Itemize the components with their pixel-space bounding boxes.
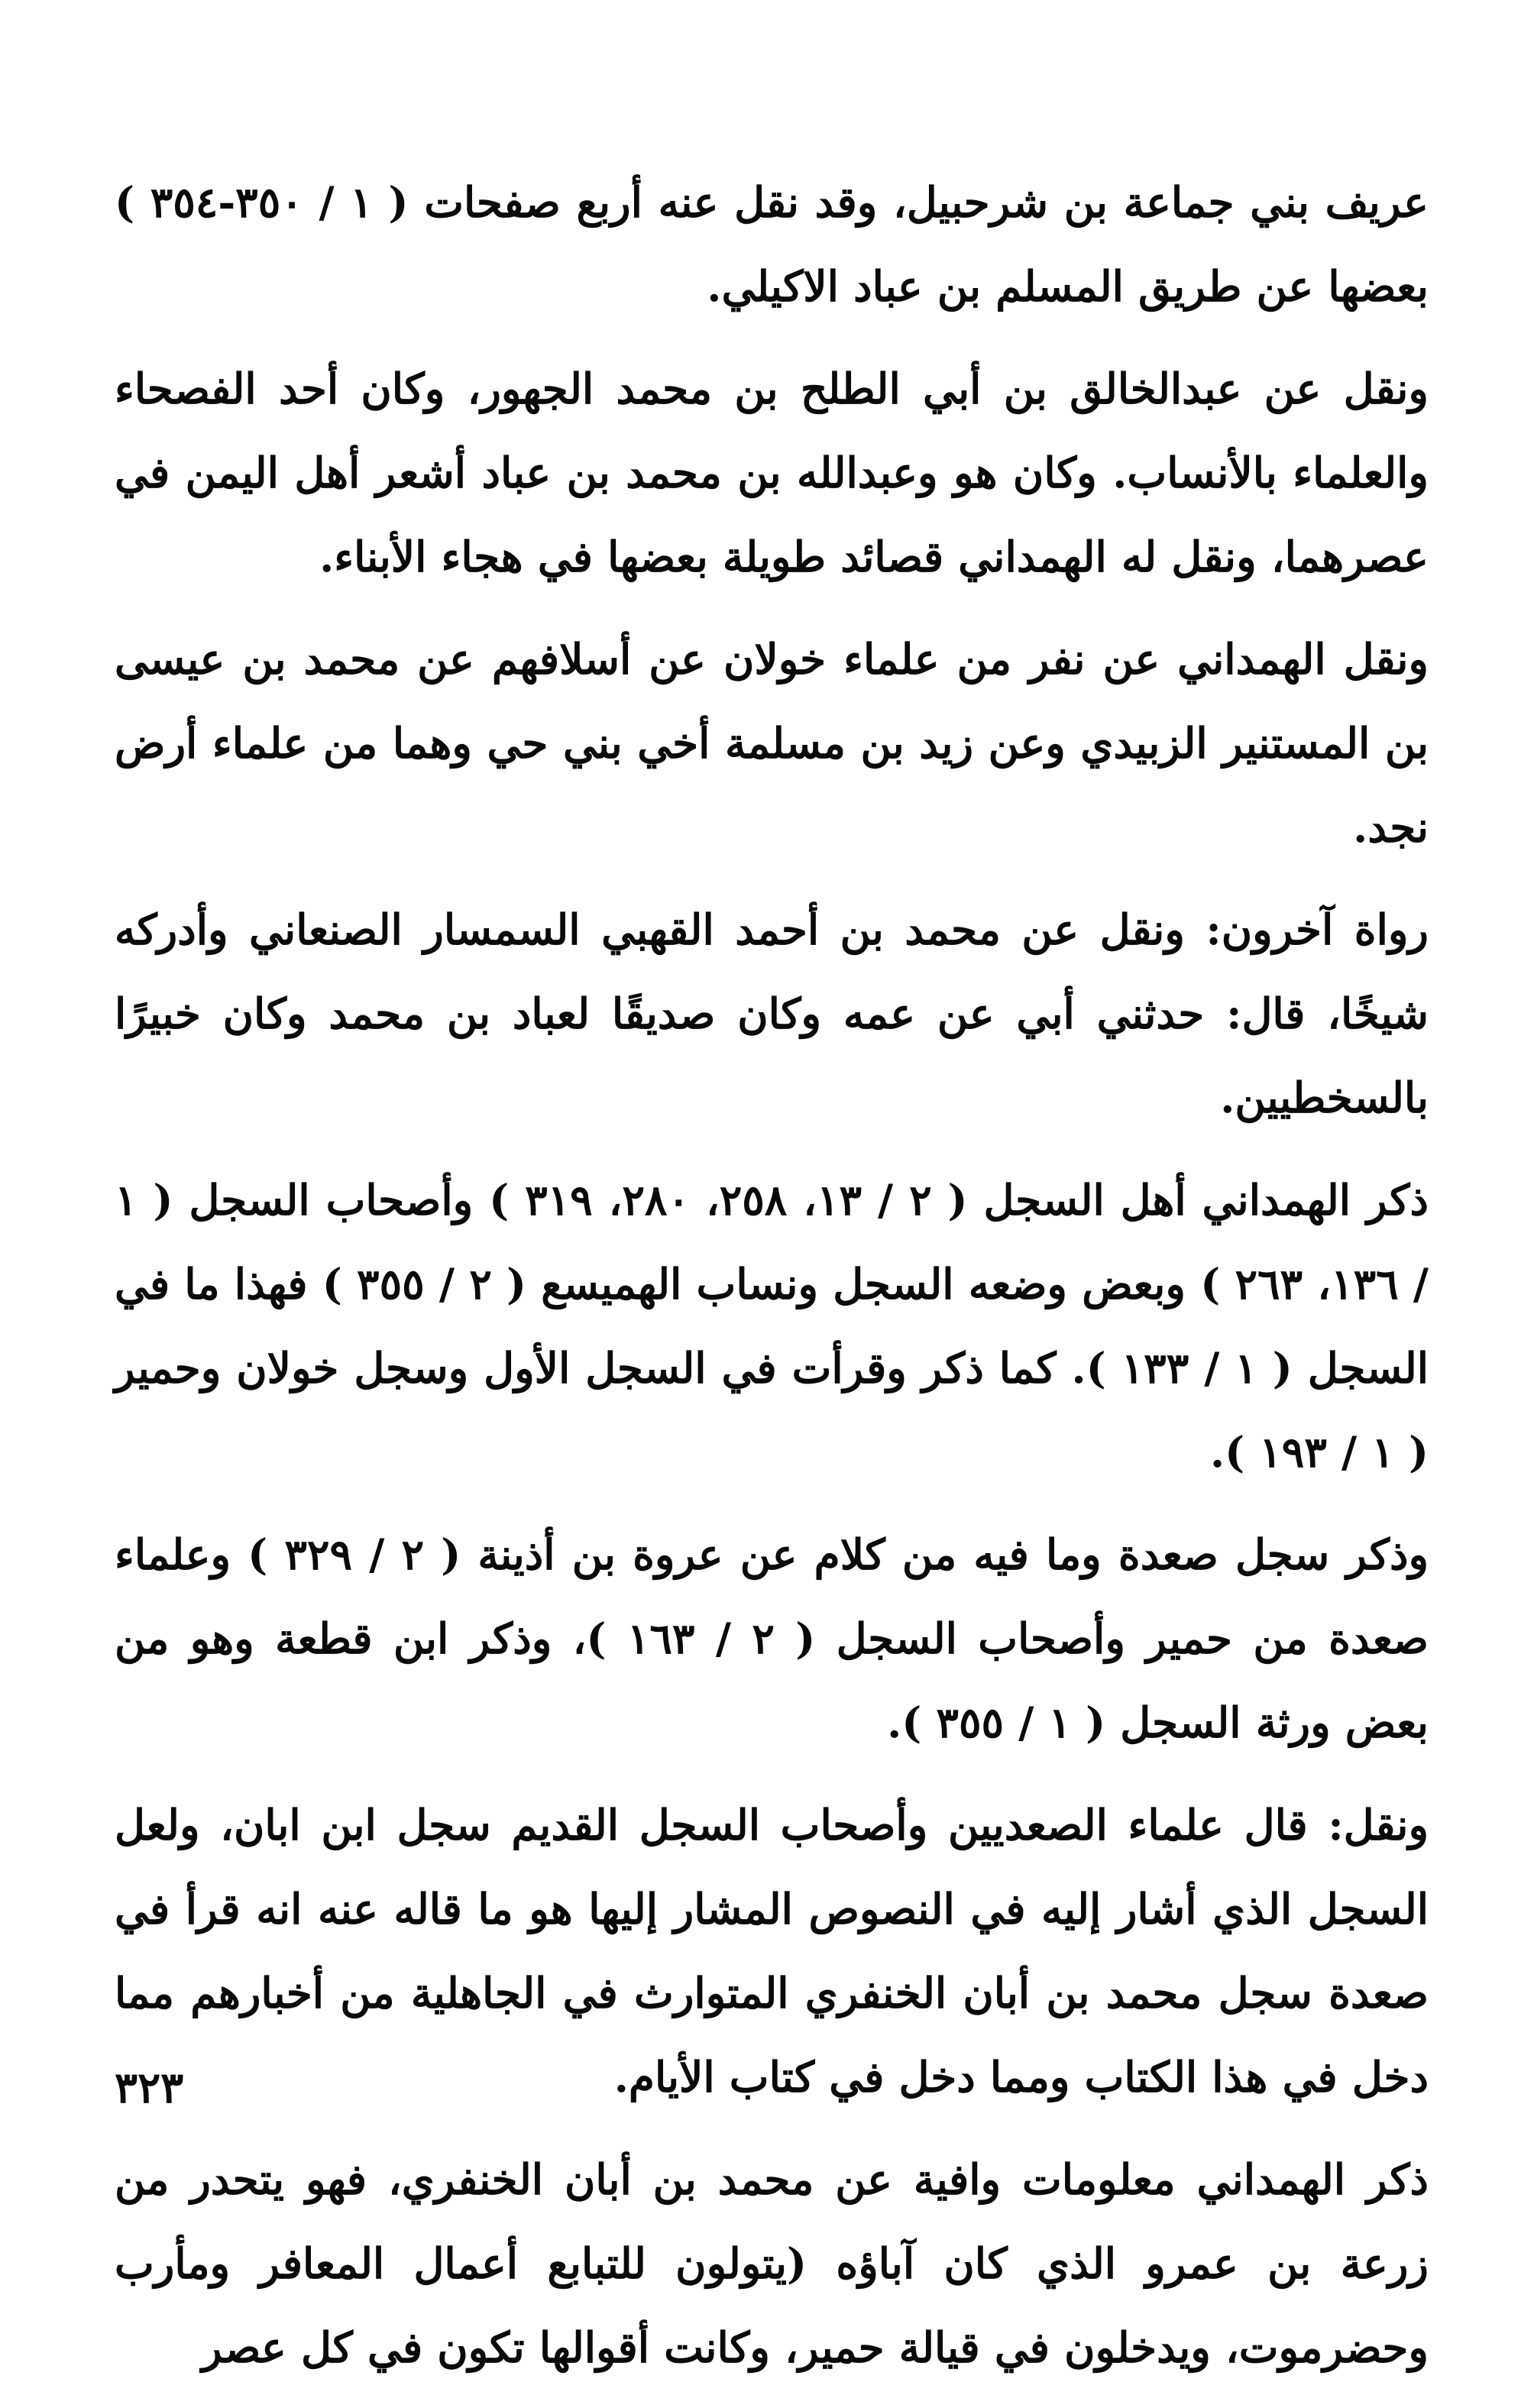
paragraph-3: ونقل الهمداني عن نفر من علماء خولان عن أسلافهم عن محمد بن عيسى بن المستنير الزبيدي وعن زيد بن مسلمة أخي بني حي وهما من علماء أرض نجد.: [115, 634, 1429, 852]
paragraph-rowat: [115, 888, 1429, 1140]
paragraph-2: ونقل عن عبدالخالق بن أبي الطلح بن محمد الجهور، وكان أحد الفصحاء والعلماء بالأنساب. وكان هو وعبدالله بن محمد بن عباد أشعر أهل اليمن في عصرهما، ونقل له الهمداني قصائد طويلة بعضها في هجاء الأبناء.: [115, 364, 1429, 581]
page-body: [115, 160, 1429, 2408]
paragraph-8: ذكر الهمداني معلومات وافية عن محمد بن أبان الخنفري، فهو يتحدر من زرعة بن عمرو الذي كان آباؤه (يتولون للتبابع أعمال المعافر ومأرب وحضرموت، ويدخلون في قيالة حمير، وكانت أقوالها تكون في كل عصر: [115, 2154, 1429, 2372]
paragraph-7: ونقل: قال علماء الصعديين وأصحاب السجل القديم سجل ابن ابان، ولعل السجل الذي أشار إليه في النصوص المشار إليها هو ما قاله عنه انه قرأ في صعدة سجل محمد بن أبان الخنفري المتوارث في الجاهلية من أخبارهم مما دخل في هذا الكتاب ومما دخل في كتاب الأيام.: [115, 1800, 1429, 2102]
paragraph-6: وذكر سجل صعدة وما فيه من كلام عن عروة بن أذينة ( ٢ / ٣٢٩ ) وعلماء صعدة من حمير وأصحاب السجل ( ٢ / ١٦٣ )، وذكر ابن قطعة وهو من بعض ورثة السجل ( ١ / ٣٥٥ ).: [115, 1529, 1429, 1747]
paragraph-rowat-text: ونقل عن محمد بن أحمد القهبي السمسار الصنعاني وأدركه شيخًا، قال: حدثني أبي عن عمه وكان صديقًا لعباد بن محمد وكان خبيرًا بالسخطيين.: [115, 905, 1429, 1122]
page-number: ٣٢٣: [115, 2063, 184, 2113]
paragraph-5: ذكر الهمداني أهل السجل ( ٢ / ١٣، ٢٥٨، ٢٨٠، ٣١٩ ) وأصحاب السجل ( ١ / ١٣٦، ٢٦٣ ) وبعض وضعه السجل ونساب الهميسع ( ٢ / ٣٥٥ ) فهذا ما في السجل ( ١ / ١٣٣ ). كما ذكر وقرأت في السجل الأول وسجل خولان وحمير ( ١ / ١٩٣ ).: [115, 1175, 1429, 1477]
section-label-rowat: رواة آخرون:: [1206, 905, 1429, 954]
paragraph-1: عريف بني جماعة بن شرحبيل، وقد نقل عنه أربع صفحات ( ١ / ٣٥٠-٣٥٤ ) بعضها عن طريق المسلم بن عباد الاكيلي.: [115, 177, 1429, 311]
